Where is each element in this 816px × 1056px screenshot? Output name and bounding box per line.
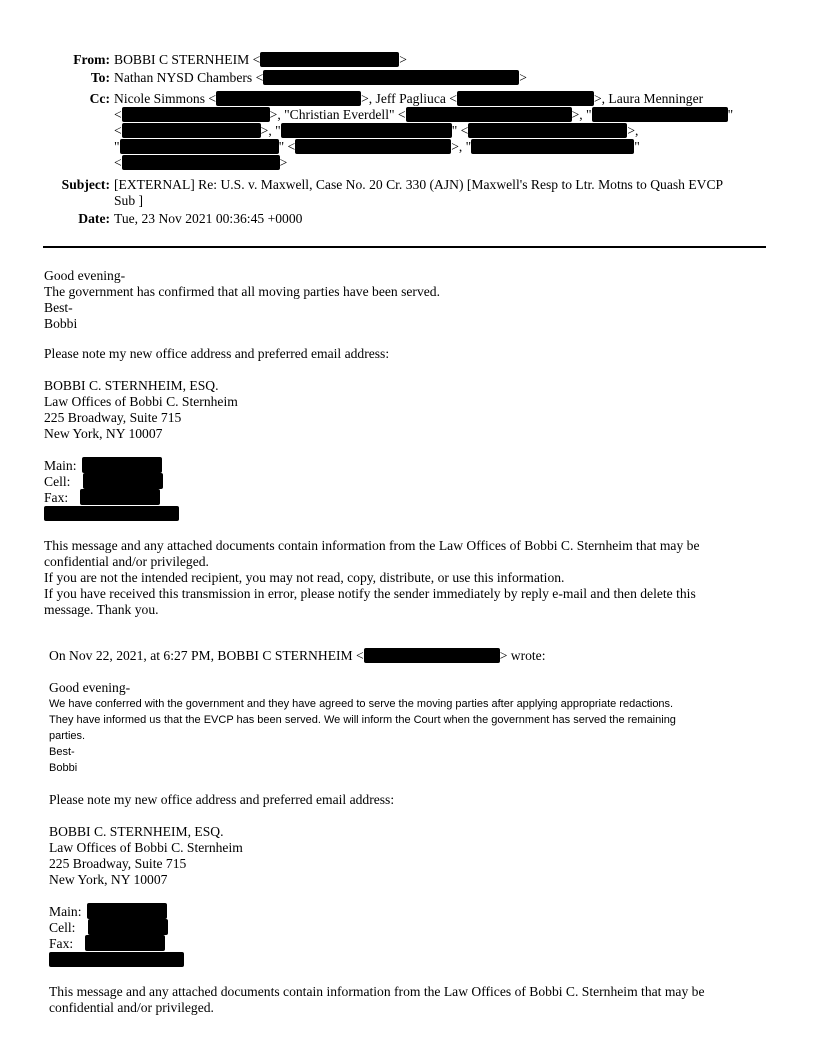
body-text: The government has confirmed that all moving parties have been served.	[44, 284, 440, 299]
cc-line: < >, "Christian Everdell" < >, " "	[114, 107, 734, 122]
redaction	[44, 506, 179, 521]
cell-phone-label: Cell:	[44, 474, 71, 489]
quote-intro: On Nov 22, 2021, at 6:27 PM, BOBBI C STERNHEIM < > wrote:	[49, 648, 546, 663]
to-value: Nathan NYSD Chambers < >	[114, 70, 527, 85]
disclaimer: If you are not the intended recipient, you may not read, copy, distribute, or use this information.	[44, 570, 565, 585]
redaction	[406, 107, 572, 122]
subject-value: [EXTERNAL] Re: U.S. v. Maxwell, Case No. 20 Cr. 330 (AJN) [Maxwell's Resp to Ltr. Motns to Quash EVCP	[114, 177, 724, 192]
redaction	[364, 648, 500, 663]
redaction	[216, 91, 361, 106]
redaction	[88, 919, 168, 935]
header-divider	[43, 246, 766, 248]
quoted-fax-label: Fax:	[49, 936, 74, 951]
redaction	[260, 52, 399, 67]
date-value: Tue, 23 Nov 2021 00:36:45 +0000	[114, 211, 303, 226]
redaction	[87, 903, 167, 919]
cc-label: Cc:	[89, 91, 110, 106]
address-line: Law Offices of Bobbi C. Sternheim	[44, 394, 238, 409]
quoted-main-label: Main:	[49, 904, 82, 919]
cc-line: < >, " " < >,	[114, 123, 639, 138]
to-label: To:	[90, 70, 110, 85]
quoted-address-line: BOBBI C. STERNHEIM, ESQ.	[49, 824, 224, 839]
redaction	[468, 123, 627, 138]
quoted-text: We have conferred with the government and they have agreed to serve the moving parties after applying appropriate redactions.	[49, 698, 674, 710]
redaction	[122, 155, 280, 170]
redaction	[82, 457, 162, 473]
subject-value-cont: Sub ]	[114, 193, 144, 208]
quoted-address-line: Law Offices of Bobbi C. Sternheim	[49, 840, 243, 855]
from-label: From:	[73, 52, 110, 67]
date-label: Date:	[78, 211, 110, 226]
quoted-address-line: New York, NY 10007	[49, 872, 168, 887]
redaction	[80, 489, 160, 505]
main-phone-label: Main:	[44, 458, 77, 473]
redaction	[295, 139, 451, 154]
address-line: 225 Broadway, Suite 715	[44, 410, 182, 425]
disclaimer: If you have received this transmission in error, please notify the sender immediately by reply e-mail and then delete this	[44, 586, 696, 601]
disclaimer: message. Thank you.	[44, 602, 159, 617]
redaction	[592, 107, 728, 122]
from-value: BOBBI C STERNHEIM < >	[114, 52, 407, 67]
subject-label: Subject:	[61, 177, 110, 192]
redaction	[281, 123, 452, 138]
quoted-address-line: 225 Broadway, Suite 715	[49, 856, 187, 871]
quoted-disclaimer: This message and any attached documents contain information from the Law Offices of Bobbi C. Sternheim that may be	[49, 984, 705, 999]
disclaimer: confidential and/or privileged.	[44, 554, 209, 569]
redaction	[83, 473, 163, 489]
redaction	[120, 139, 279, 154]
quoted-cell-label: Cell:	[49, 920, 76, 935]
closing: Best-	[44, 300, 73, 315]
redaction	[263, 70, 519, 85]
redaction	[122, 107, 270, 122]
cc-line: " " < >, " "	[114, 139, 640, 154]
redaction	[471, 139, 634, 154]
greeting: Good evening-	[44, 268, 126, 283]
fax-label: Fax:	[44, 490, 69, 505]
signature-name: Bobbi	[44, 316, 78, 331]
quoted-text: parties.	[49, 730, 86, 742]
quoted-closing: Best-	[49, 746, 75, 758]
disclaimer: This message and any attached documents contain information from the Law Offices of Bobbi C. Sternheim that may be	[44, 538, 700, 553]
address-line: New York, NY 10007	[44, 426, 163, 441]
quoted-address-note: Please note my new office address and preferred email address:	[49, 792, 395, 807]
quoted-signature-name: Bobbi	[49, 762, 78, 774]
address-line: BOBBI C. STERNHEIM, ESQ.	[44, 378, 219, 393]
quoted-greeting: Good evening-	[49, 680, 131, 695]
quoted-text: They have informed us that the EVCP has been served. We will inform the Court when the government has served the remaining	[49, 714, 676, 726]
redaction	[457, 91, 594, 106]
cc-line: Nicole Simmons < >, Jeff Pagliuca < >, Laura Menninger	[114, 91, 704, 106]
redaction	[85, 935, 165, 951]
quoted-disclaimer: confidential and/or privileged.	[49, 1000, 214, 1015]
address-note: Please note my new office address and preferred email address:	[44, 346, 390, 361]
cc-line: < >	[114, 155, 288, 170]
redaction	[122, 123, 261, 138]
redaction	[49, 952, 184, 967]
